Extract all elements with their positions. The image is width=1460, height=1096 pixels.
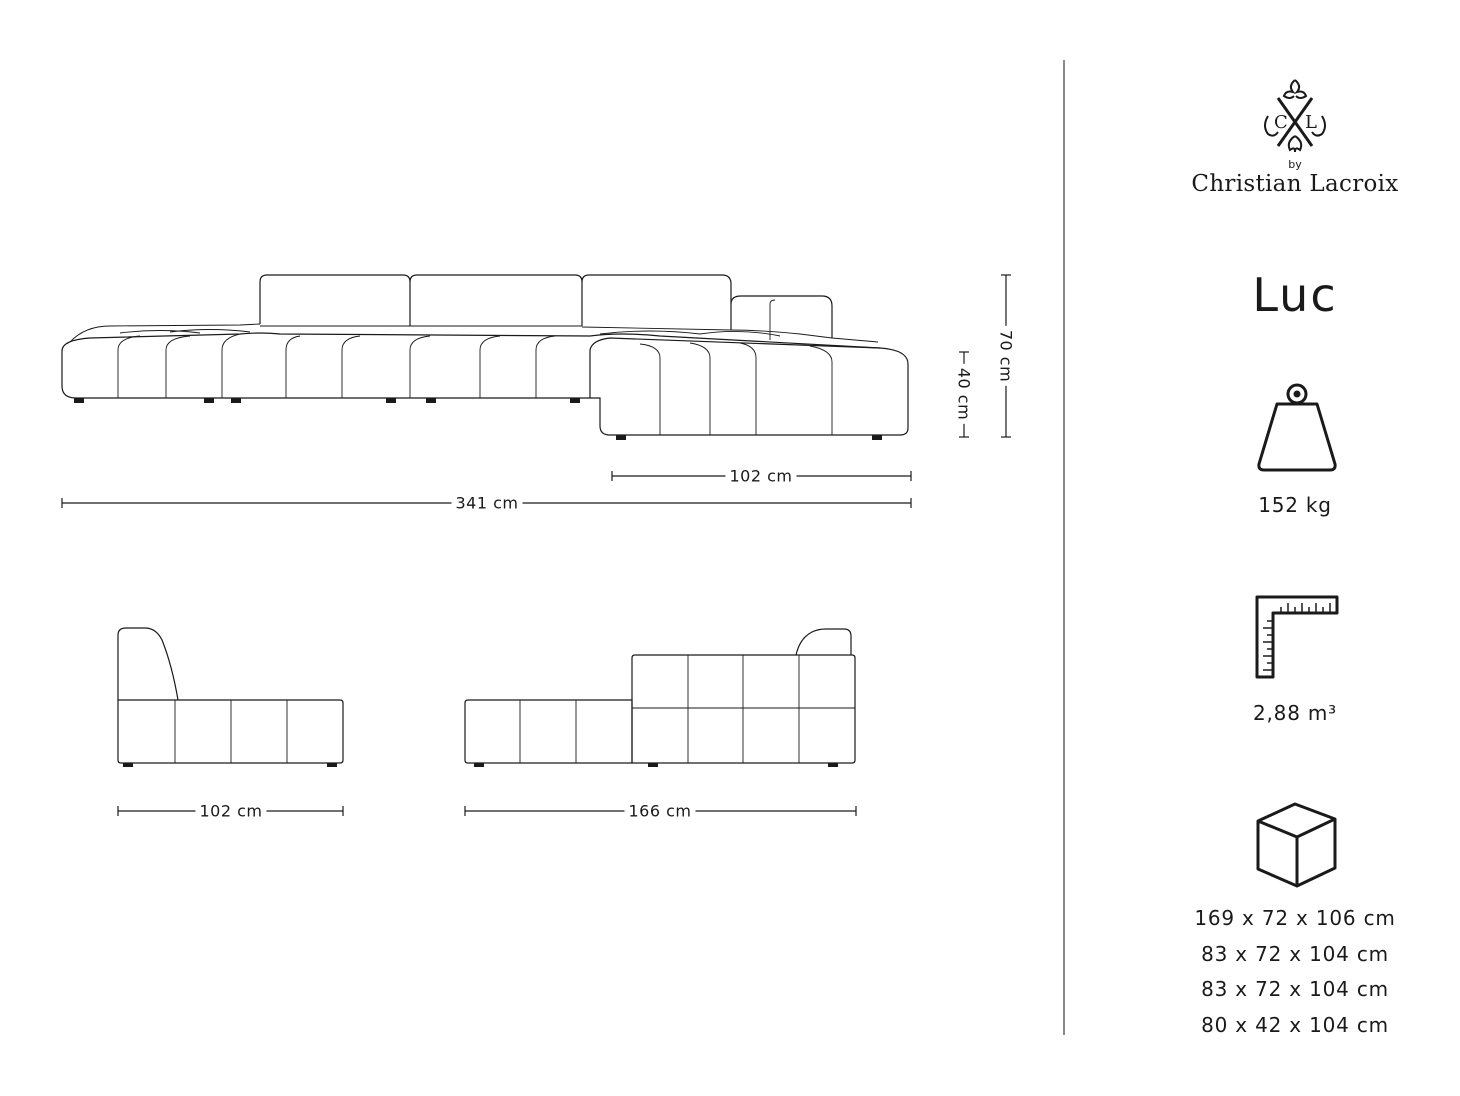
weight-icon — [1255, 382, 1339, 474]
seat-height-label: 40 cm — [955, 364, 974, 424]
front-width-label: 341 cm — [451, 494, 522, 513]
chaise-back-section — [632, 655, 855, 763]
brand-logo — [1160, 76, 1430, 197]
brand-by: by — [1288, 158, 1302, 171]
foot — [204, 398, 214, 403]
volume-icon — [1255, 595, 1341, 681]
dimension-lines — [62, 275, 1011, 816]
chaise-depth-label: 102 cm — [725, 467, 796, 486]
back-cushion-middle — [410, 275, 582, 326]
sofa-side-view — [118, 628, 343, 767]
side-backrest — [118, 628, 178, 700]
foot — [426, 398, 436, 403]
side-seat — [118, 700, 343, 763]
monogram-l: L — [1305, 112, 1317, 133]
package-dimensions-list — [1160, 906, 1430, 1048]
product-name: Luc — [1252, 268, 1338, 322]
foot — [828, 763, 838, 767]
foot — [231, 398, 241, 403]
foot — [570, 398, 580, 403]
weight-value: 152 kg — [1258, 493, 1332, 517]
foot — [74, 398, 84, 403]
foot — [327, 763, 337, 767]
cxl-monogram-icon — [1260, 76, 1330, 154]
volume-value: 2,88 m³ — [1253, 701, 1337, 725]
package-item: 83 x 72 x 104 cm — [1201, 977, 1389, 1001]
package-item: 83 x 72 x 104 cm — [1201, 941, 1389, 966]
sofa-front-view — [62, 275, 908, 440]
brand-name: Christian Lacroix — [1191, 171, 1399, 197]
side-depth-label: 102 cm — [195, 802, 266, 821]
foot — [616, 435, 626, 440]
foot — [386, 398, 396, 403]
chaise-seat — [465, 700, 632, 763]
chaise-armrest — [796, 629, 851, 655]
package-icon — [1255, 801, 1339, 889]
back-cushion-right — [582, 275, 731, 330]
chaise-length-label: 166 cm — [624, 802, 695, 821]
foot — [648, 763, 658, 767]
divider-line — [1063, 60, 1065, 1035]
total-height-label: 70 cm — [997, 326, 1016, 386]
monogram-c: C — [1274, 112, 1288, 133]
foot — [474, 763, 484, 767]
seat-outline — [62, 333, 908, 435]
package-item: 80 x 42 x 104 cm — [1201, 1012, 1389, 1037]
package-item: 169 x 72 x 106 cm — [1194, 906, 1396, 930]
foot — [872, 435, 882, 440]
sofa-chaise-side-view — [465, 629, 855, 767]
foot — [123, 763, 133, 767]
back-cushion-left — [260, 275, 410, 326]
